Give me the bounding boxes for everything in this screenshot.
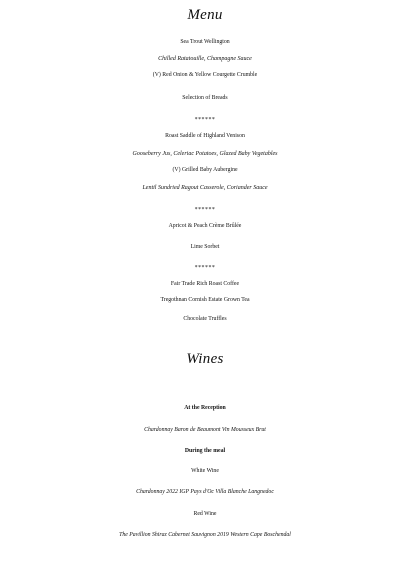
main-2-description: Lentil Sundried Ragout Casserole, Coriander Sauce xyxy=(142,185,268,191)
dessert-1-name: Apricot & Peach Crème Brûlée xyxy=(168,223,242,229)
meal-heading: During the meal xyxy=(184,448,226,454)
starter-1-description: Chilled Ratatouille, Champagne Sauce xyxy=(158,56,252,62)
reception-wine: Chardonnay Baron de Beaumont Vin Mousseux Brut xyxy=(144,427,266,433)
menu-title: Menu xyxy=(187,7,223,23)
finish-3-name: Chocolate Truffles xyxy=(183,316,227,322)
starter-1-name: Sea Trout Wellington xyxy=(180,39,230,45)
separator-3: ****** xyxy=(194,265,216,271)
separator-1: ****** xyxy=(194,117,216,123)
main-1-name: Roast Saddle of Highland Venison xyxy=(165,133,245,139)
red-wine: The Pavillion Shiraz Cabernet Sauvignon 2019 Western Cape Boschendal xyxy=(119,532,291,538)
red-wine-label: Red Wine xyxy=(193,511,217,517)
main-2-name: (V) Grilled Baby Aubergine xyxy=(172,167,238,173)
finish-2-name: Tregothnan Cornish Estate Grown Tea xyxy=(160,297,250,303)
white-wine: Chardonnay 2022 IGP Pays d'Oc Villa Blanche Langnedoc xyxy=(136,489,274,495)
starter-2-name: (V) Red Onion & Yellow Courgette Crumble xyxy=(152,72,258,78)
wines-title: Wines xyxy=(186,351,224,367)
white-wine-label: White Wine xyxy=(191,468,219,474)
separator-2: ****** xyxy=(194,207,216,213)
main-1-description: Gooseberry Jus, Celeriac Potatoes, Glazed Baby Vegetables xyxy=(132,151,278,157)
finish-1-name: Fair Trade Rich Roast Coffee xyxy=(170,281,240,287)
reception-heading: At the Reception xyxy=(184,405,226,411)
starter-3-name: Selection of Breads xyxy=(182,95,228,101)
dessert-2-name: Lime Sorbet xyxy=(190,244,220,250)
